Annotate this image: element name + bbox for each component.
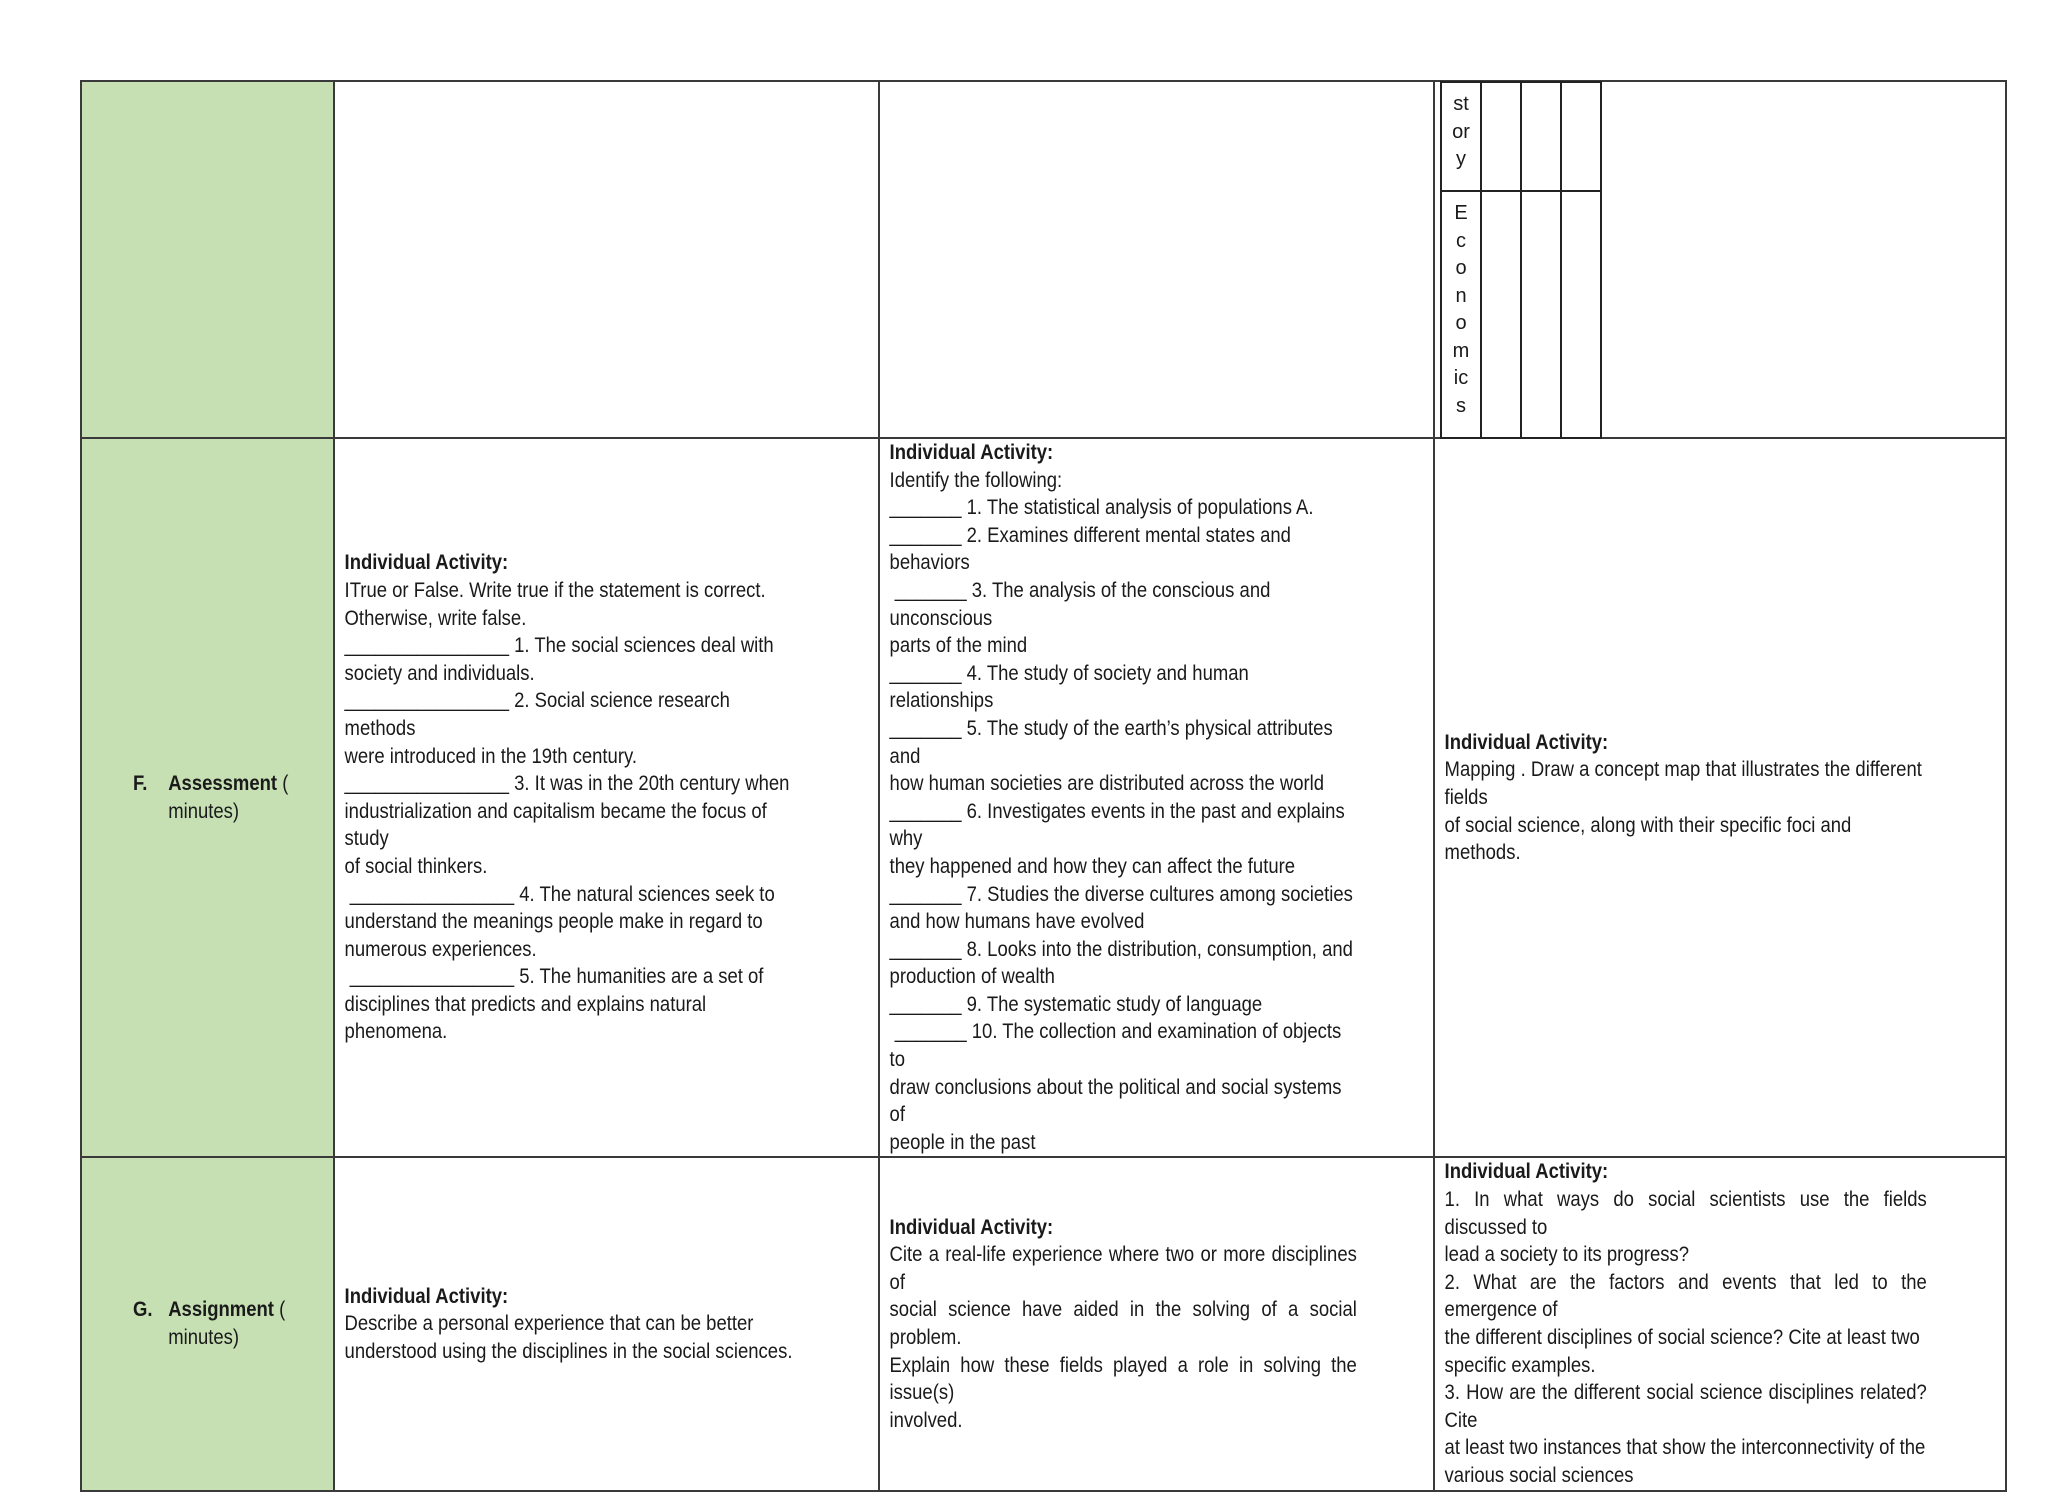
section-letter: G.	[133, 1298, 153, 1321]
text-line: they happened and how they can affect the future	[889, 854, 1296, 878]
grid-cell	[1481, 82, 1521, 191]
section-heading	[133, 770, 299, 826]
label-char: st	[1453, 93, 1469, 115]
text-line: parts of the mind	[889, 634, 1028, 658]
section-heading	[133, 1296, 299, 1352]
label-char: ic	[1453, 367, 1469, 389]
label-char: or	[1452, 120, 1470, 143]
grid-cell	[1561, 82, 1601, 191]
text-line: ________________ 4. The natural sciences seek to	[344, 882, 775, 906]
assessment-col1	[334, 438, 814, 1157]
text-line: ________________ 1. The social sciences deal with	[344, 634, 774, 658]
text-line: specific examples.	[1444, 1353, 1596, 1377]
text-line: social science have aided in the solving of a social problem.	[889, 1298, 1362, 1349]
assignment-col2	[879, 1157, 1367, 1490]
activity-heading: Individual Activity:	[344, 551, 509, 575]
text-line: various social sciences	[1444, 1463, 1634, 1487]
subject-grid-row	[1441, 191, 1601, 438]
text-line: Otherwise, write false.	[344, 606, 527, 630]
text-line: the different disciplines of social science? Cite at least two	[1444, 1326, 1920, 1349]
table-row	[81, 81, 2006, 438]
text-line: _______ 10. The collection and examination of objects to	[889, 1020, 1347, 1072]
label-char: s	[1456, 394, 1466, 417]
subject-label-economics	[1441, 191, 1481, 438]
text-line: Cite a real-life experience where two or more disciplines of	[889, 1243, 1362, 1294]
text-line: of social thinkers.	[344, 854, 488, 878]
assignment-row	[81, 1157, 2006, 1490]
text-line: Identify the following:	[889, 468, 1063, 492]
section-subtitle: minutes)	[168, 799, 240, 823]
text-line: _______ 7. Studies the diverse cultures among societies	[889, 882, 1353, 906]
text-line: involved.	[889, 1408, 963, 1432]
text-line: how human societies are distributed across the world	[889, 772, 1325, 796]
text-line: ________________ 5. The humanities are a set of	[344, 965, 764, 989]
empty-cell	[879, 81, 1367, 438]
activity-body	[345, 1310, 803, 1365]
text-line: of social science, along with their specific foci and methods.	[1444, 813, 1857, 865]
activity-heading: Individual Activity:	[1444, 1160, 1609, 1184]
text-line: _______ 6. Investigates events in the past and explains why	[889, 799, 1350, 851]
text-line: 2. What are the factors and events that led to the emergence of	[1444, 1270, 1932, 1322]
section-title: Assessment	[168, 771, 278, 795]
label-char: n	[1455, 284, 1467, 307]
activity-body	[889, 1241, 1362, 1434]
assignment-col3	[1434, 1157, 1937, 1490]
label-char: E	[1454, 202, 1468, 224]
text-line: ITrue or False. Write true if the statement is correct.	[344, 578, 766, 602]
assessment-col3	[1434, 438, 1937, 1157]
assessment-row	[81, 438, 2006, 1157]
grid-cell	[1561, 191, 1601, 438]
activity-body	[1445, 756, 1927, 866]
label-char: o	[1455, 312, 1467, 334]
text-line: _______ 1. The statistical analysis of populations A.	[889, 496, 1314, 520]
section-subtitle: minutes)	[168, 1326, 240, 1349]
text-line: draw conclusions about the political and social systems of	[889, 1075, 1347, 1127]
subject-grid	[1440, 81, 1602, 439]
activity-heading: Individual Activity:	[889, 441, 1054, 464]
text-line: disciplines that predicts and explains natural phenomena.	[344, 992, 712, 1044]
section-title: Assignment	[168, 1298, 274, 1321]
activity-heading: Individual Activity:	[889, 1215, 1054, 1239]
assignment-col1	[334, 1157, 814, 1490]
grid-cell	[1521, 191, 1561, 438]
text-line: ________________ 3. It was in the 20th century when	[344, 772, 790, 796]
text-line: people in the past	[889, 1130, 1036, 1154]
text-line: at least two instances that show the interconnectivity of the	[1444, 1436, 1926, 1460]
text-line: production of wealth	[889, 965, 1055, 989]
label-char: o	[1455, 257, 1467, 279]
text-line: _______ 8. Looks into the distribution, consumption, and	[889, 937, 1353, 961]
assignment-label-cell	[81, 1157, 334, 1490]
grid-cell	[1521, 82, 1561, 191]
text-line: Mapping . Draw a concept map that illustrates the different fields	[1444, 758, 1928, 809]
text-line: 3. How are the different social science disciplines related? Cite	[1444, 1381, 1932, 1432]
subject-grid-row	[1441, 82, 1601, 191]
text-line: industrialization and capitalism became the focus of study	[344, 799, 772, 851]
text-line: 1. In what ways do social scientists use the fields discussed to	[1444, 1188, 1932, 1239]
section-title-suffix: (	[277, 771, 289, 795]
label-char: m	[1452, 339, 1470, 362]
text-line: society and individuals.	[344, 661, 535, 685]
text-line: understand the meanings people make in regard to	[344, 910, 763, 934]
activity-body	[890, 467, 1357, 1157]
text-line: and how humans have evolved	[889, 910, 1145, 934]
text-line: Explain how these fields played a role in solving the issue(s)	[889, 1353, 1362, 1405]
text-line: _______ 9. The systematic study of language	[889, 992, 1263, 1016]
assessment-col2	[879, 438, 1367, 1157]
empty-cell	[334, 81, 814, 438]
label-char: y	[1456, 148, 1466, 170]
section-label-cell	[81, 81, 334, 438]
section-letter: F.	[133, 771, 148, 795]
section-title-suffix: (	[273, 1298, 286, 1321]
text-line: _______ 2. Examines different mental states and behaviors	[889, 523, 1297, 575]
lesson-plan-table	[80, 80, 2007, 1492]
activity-body	[345, 577, 803, 1046]
activity-body	[1444, 1186, 1932, 1490]
subject-grid-table	[1440, 81, 1602, 439]
assessment-label-cell	[81, 438, 334, 1157]
text-line: ________________ 2. Social science research methods	[344, 689, 735, 740]
text-line: understood using the disciplines in the social sciences.	[344, 1339, 793, 1363]
text-line: _______ 3. The analysis of the conscious and unconscious	[889, 578, 1276, 630]
text-line: _______ 4. The study of society and human relationships	[889, 661, 1254, 713]
label-char: c	[1456, 229, 1466, 252]
text-line: Describe a personal experience that can be better	[344, 1312, 754, 1336]
text-line: numerous experiences.	[344, 937, 537, 961]
activity-heading: Individual Activity:	[1444, 730, 1609, 754]
text-line: lead a society to its progress?	[1444, 1243, 1690, 1267]
subject-label-history	[1441, 82, 1481, 191]
activity-heading: Individual Activity:	[344, 1284, 509, 1308]
text-line: were introduced in the 19th century.	[344, 744, 637, 768]
grid-cell	[1481, 191, 1521, 438]
text-line: _______ 5. The study of the earth’s physical attributes and	[889, 716, 1338, 768]
